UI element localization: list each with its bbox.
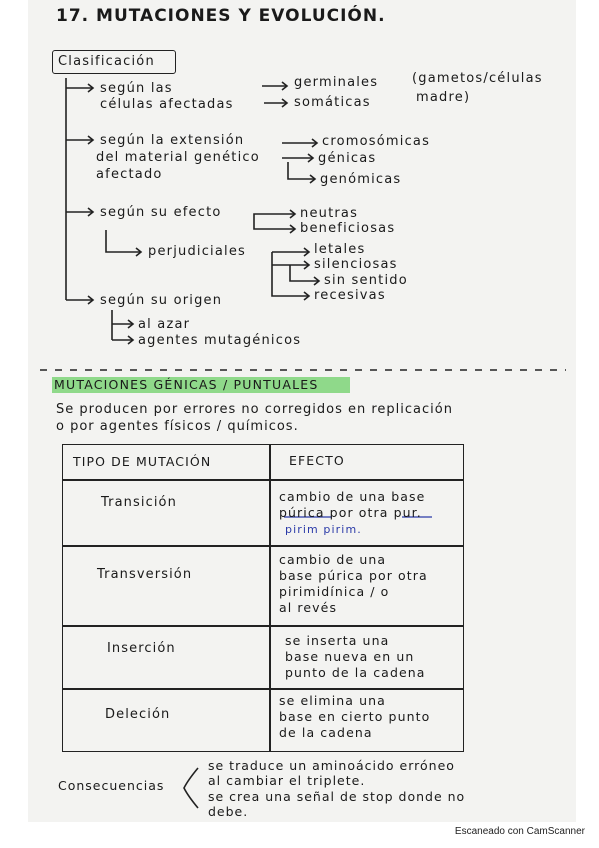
agentes-mutagenicos: agentes mutagénicos [138,333,302,348]
table-row-efecto-line: de la cadena [279,725,373,740]
table-row-efecto-line: base nueva en un [285,649,415,664]
table-row-tipo: Inserción [107,641,176,656]
intro-line-2: o por agentes físicos / químicos. [56,419,299,434]
table-row-efecto-line: cambio de una base [279,489,426,504]
extension-label-2: del material genético [96,150,260,165]
header-efecto: EFECTO [289,453,345,468]
celulas-label-2: células afectadas [100,97,234,112]
table-row-efecto-line: pirimidínica / o [279,584,390,599]
table-row-efecto-line: púrica por otra pur. [279,505,422,520]
germinales: germinales [294,75,379,90]
table-row-tipo: Transición [101,495,177,510]
table-row-efecto-line: pirim pirim. [285,523,362,536]
extension-label-1: según la extensión [100,133,245,148]
letales: letales [314,242,366,257]
table-rule [63,625,463,627]
table-rule [63,688,463,690]
silenciosas: silenciosas [314,257,398,272]
recesivas: recesivas [314,288,386,303]
genicas: génicas [318,151,377,166]
clasificacion-heading: Clasificación [58,54,155,69]
cromosomicas: cromosómicas [322,134,431,149]
table-rule [63,545,463,547]
table-row-efecto-line: base en cierto punto [279,709,431,724]
header-tipo: TIPO DE MUTACIÓN [73,454,212,469]
consecuencias-label: Consecuencias [58,778,165,793]
consecuencia-line: se traduce un aminoácido erróneo [208,758,455,773]
table-row-efecto-line: punto de la cadena [285,665,426,680]
perjudiciales: perjudiciales [148,244,247,259]
table-row-efecto-line: cambio de una [279,552,387,567]
page-title: 17. MUTACIONES Y EVOLUCIÓN. [56,6,386,26]
table-row-efecto-line: se inserta una [285,633,390,648]
somaticas: somáticas [294,95,371,110]
sin-sentido: sin sentido [324,273,408,288]
celulas-note-1: (gametos/células [412,71,543,86]
origen-label: según su origen [100,293,223,308]
scanner-watermark: Escaneado con CamScanner [454,826,585,837]
table-row-efecto-line: al revés [279,600,338,615]
consecuencia-line: se crea una señal de stop donde no [208,789,466,804]
intro-line-1: Se producen por errores no corregidos en replicación [56,402,453,417]
consecuencia-line: al cambiar el triplete. [208,773,366,788]
consecuencia-line: debe. [208,804,249,819]
al-azar: al azar [138,317,191,332]
table-rule [63,479,463,481]
beneficiosas: beneficiosas [300,221,396,236]
table-row-tipo: Deleción [105,707,171,722]
table-row-efecto-line: se elimina una [279,693,386,708]
celulas-label-1: según las [100,81,173,96]
table-row-efecto-line: base púrica por otra [279,568,428,583]
efecto-label: según su efecto [100,205,222,220]
genomicas: genómicas [320,172,402,187]
table-divider [269,445,271,751]
table-row-tipo: Transversión [97,567,193,582]
section-heading: MUTACIONES GÉNICAS / PUNTUALES [54,377,319,392]
neutras: neutras [300,206,359,221]
mutation-table [62,444,464,752]
celulas-note-2: madre) [416,90,471,105]
extension-label-3: afectado [96,167,163,182]
